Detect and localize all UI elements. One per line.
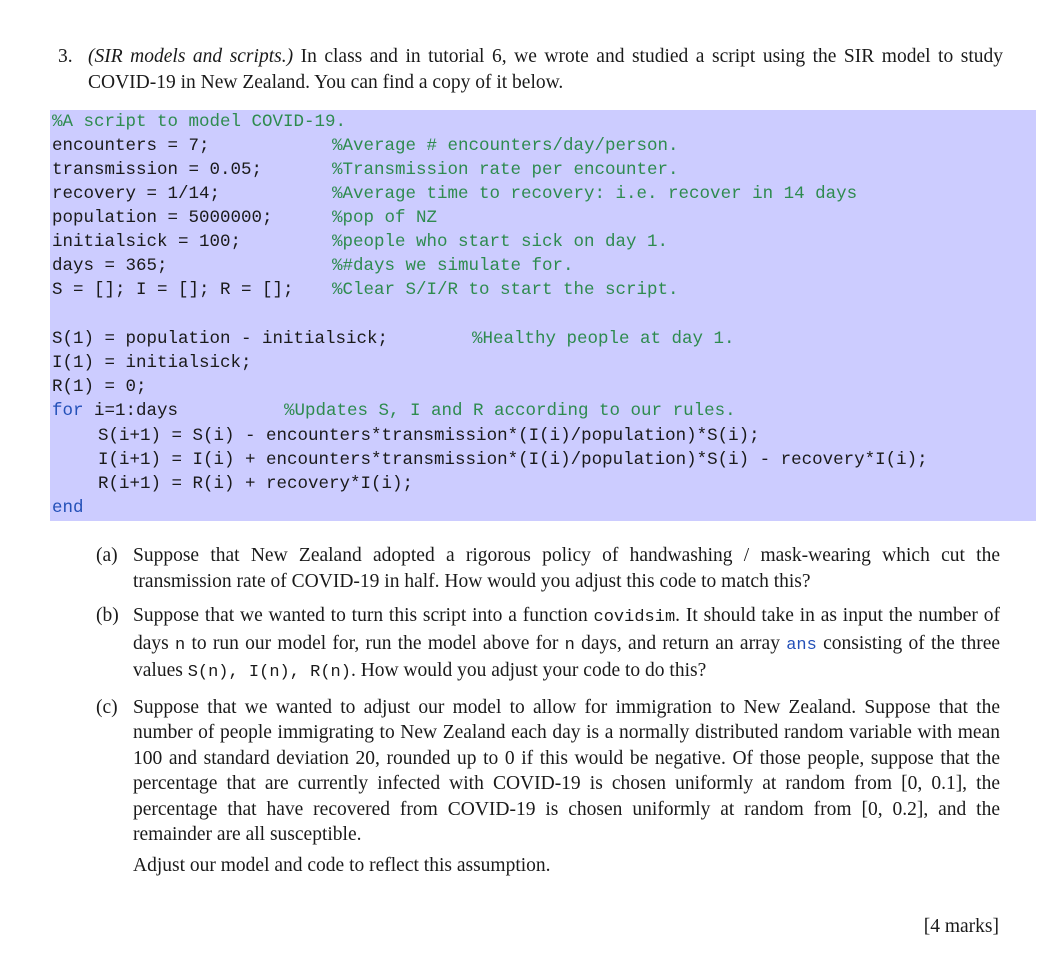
text-run: to run our model for, run the model above for bbox=[185, 632, 565, 654]
var-n: n bbox=[175, 635, 186, 655]
var-ans: ans bbox=[786, 635, 817, 655]
part-label: (c) bbox=[96, 696, 118, 718]
text-run: . How would you adjust your code to do this? bbox=[350, 660, 707, 681]
question-number: 3. bbox=[58, 46, 73, 67]
code-text: initialsick = 100; bbox=[52, 232, 242, 252]
code-header-comment: %A script to model COVID-19. bbox=[52, 112, 347, 132]
code-block bbox=[50, 110, 1036, 521]
code-line-update-r: R(i+1) = R(i) + recovery*I(i); bbox=[98, 474, 414, 494]
question-intro-text: In class and in tutorial 6, we wrote and studied a script using the SIR model to study COVID-19 in New Zealand. You can find a copy of it below. bbox=[88, 46, 1003, 93]
code-comment: %#days we simulate for. bbox=[332, 256, 574, 276]
code-line-for bbox=[52, 399, 178, 423]
code-comment: %Average # encounters/day/person. bbox=[332, 136, 679, 156]
code-line-initialsick bbox=[52, 230, 241, 254]
text-run: consisting of the three values bbox=[133, 632, 1001, 681]
text-run: . It should take in as input the number of days bbox=[133, 605, 1000, 654]
return-values: S(n), I(n), R(n) bbox=[187, 663, 351, 682]
code-line-recovery bbox=[52, 182, 220, 206]
code-line-init-s: S(1) = population - initialsick; bbox=[52, 329, 389, 349]
text-run: Suppose that we wanted to turn this script into a function bbox=[133, 605, 594, 626]
code-text: encounters = 7; bbox=[52, 136, 210, 156]
code-comment: %Clear S/I/R to start the script. bbox=[332, 280, 679, 300]
part-text: Suppose that New Zealand adopted a rigorous policy of handwashing / mask-wearing which cut the transmission rate of COVID-19 in half. How would you adjust this code to match this? bbox=[133, 545, 1000, 592]
question-parts bbox=[96, 543, 1000, 887]
code-line-clear bbox=[52, 278, 294, 302]
part-a bbox=[96, 543, 1000, 594]
part-label: (b) bbox=[96, 605, 119, 626]
for-keyword: for bbox=[52, 401, 84, 421]
code-text: days = 365; bbox=[52, 256, 168, 276]
code-text: recovery = 1/14; bbox=[52, 184, 221, 204]
code-comment: %Updates S, I and R according to our rules. bbox=[284, 401, 736, 421]
code-comment: %Healthy people at day 1. bbox=[472, 329, 735, 349]
code-line-init-r: R(1) = 0; bbox=[52, 377, 147, 397]
part-label: (a) bbox=[96, 545, 118, 566]
code-text: transmission = 0.05; bbox=[52, 160, 263, 180]
text-run: days, and return an array bbox=[574, 632, 787, 654]
part-text bbox=[133, 603, 1000, 686]
part-c bbox=[96, 695, 1000, 879]
code-line-encounters bbox=[52, 134, 210, 158]
part-text-extra: Adjust our model and code to reflect this assumption. bbox=[133, 854, 551, 876]
code-comment: %people who start sick on day 1. bbox=[332, 232, 669, 252]
code-line-population bbox=[52, 206, 273, 230]
loop-range: i=1:days bbox=[83, 401, 179, 421]
code-comment: %Average time to recovery: i.e. recover in 14 days bbox=[332, 184, 858, 204]
function-name: covidsim bbox=[593, 608, 676, 627]
part-b bbox=[96, 603, 1000, 686]
code-line-transmission bbox=[52, 158, 262, 182]
code-line-init-i: I(1) = initialsick; bbox=[52, 353, 252, 373]
code-text: S = []; I = []; R = []; bbox=[52, 280, 294, 300]
question-title: (SIR models and scripts.) bbox=[88, 46, 294, 67]
marks: [4 marks] bbox=[923, 916, 999, 937]
code-comment: %pop of NZ bbox=[332, 208, 438, 228]
var-n: n bbox=[564, 635, 575, 655]
code-line-update-i: I(i+1) = I(i) + encounters*transmission*(I(i)/population)*S(i) - recovery*I(i); bbox=[98, 450, 928, 470]
question-intro bbox=[88, 44, 1003, 96]
code-line-update-s: S(i+1) = S(i) - encounters*transmission*(I(i)/population)*S(i); bbox=[98, 426, 760, 446]
part-text: Suppose that we wanted to adjust our model to allow for immigration to New Zealand. Suppose that the number of people immigrating to New Zealand each day is a normally distributed random variable with mean 100 and standard deviation 20, rounded up to 0 if this would be negative. Of those people, suppose that the percentage that are currently infected with COVID-19 is chosen uniformly at random from [0, 0.1], the percentage that have recovered from COVID-19 is chosen uniformly at random from [0, 0.2], and the remainder are all susceptible. bbox=[133, 696, 1000, 845]
code-text: population = 5000000; bbox=[52, 208, 273, 228]
end-keyword: end bbox=[52, 498, 84, 518]
code-comment: %Transmission rate per encounter. bbox=[332, 160, 679, 180]
question-header bbox=[58, 44, 1003, 96]
code-line-days bbox=[52, 254, 168, 278]
